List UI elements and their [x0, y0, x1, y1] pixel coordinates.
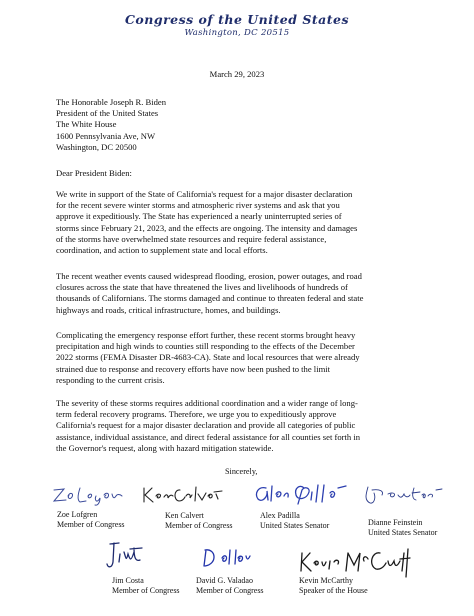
signatory-name: David G. Valadao: [196, 576, 253, 585]
addressee-line: President of the United States: [56, 108, 159, 119]
paragraph-line: assistance, individual assistance, and direct federal assistance for all counties set forth in: [56, 431, 361, 442]
paragraph-line: approve it expeditiously. The State has experienced a nearly uninterrupted series of: [56, 211, 342, 222]
paragraph-line: coordination, and action to supplement state and local efforts.: [56, 245, 268, 256]
signatory-title: Speaker of the House: [299, 586, 368, 595]
paragraph-line: term federal recovery programs. Therefore, we urge you to expeditiously approve: [56, 409, 337, 420]
addressee-line: 1600 Pennsylvania Ave, NW: [56, 130, 156, 141]
paragraph-line: closures across the state that have threatened the lives and livelihoods of hundreds of: [56, 282, 348, 293]
body-paragraph-4: [56, 398, 428, 454]
signature-mccarthy: [296, 547, 416, 579]
paragraph-line: thousands of Californians. The storms damaged and continue to threaten federal and state: [56, 293, 364, 304]
paragraph-line: of the storms have overwhelmed state resources and require federal assistance,: [56, 233, 327, 244]
signatory-padilla: [260, 511, 329, 531]
letter-date: March 29, 2023: [209, 69, 265, 79]
signatory-name: Alex Padilla: [260, 511, 300, 520]
letterhead-subtitle: Washington, DC 20515: [184, 28, 290, 38]
signature-valadao: [200, 546, 256, 572]
paragraph-line: responding to the current crisis.: [56, 374, 165, 385]
paragraph-line: strained due to response and recovery efforts have now been pushed to the limit: [56, 363, 331, 374]
paragraph-line: highways and roads, critical infrastructure, homes, and buildings.: [56, 304, 281, 315]
addressee-line: The Honorable Joseph R. Biden: [56, 97, 167, 107]
paragraph-line: for the recent severe winter storms and atmospheric river systems and ask that you: [56, 200, 340, 211]
paragraph-line: Complicating the emergency response effort further, these recent storms brought heavy: [56, 330, 356, 340]
body-paragraph-3: [56, 330, 428, 386]
signatory-mccarthy: [299, 576, 368, 596]
signature-calvert: [140, 484, 224, 506]
signature-feinstein: [362, 484, 446, 508]
signature-padilla: [252, 482, 350, 508]
signatory-name: Zoe Lofgren: [57, 510, 98, 519]
signatory-title: Member of Congress: [57, 520, 125, 529]
signature-lofgren: [50, 484, 128, 506]
paragraph-line: the Governor's request, along with hazard mitigation statewide.: [56, 442, 274, 453]
signatory-lofgren: [57, 510, 125, 530]
signatory-calvert: [165, 511, 233, 531]
signatory-name: Ken Calvert: [165, 511, 204, 520]
salutation: Dear President Biden:: [56, 168, 132, 178]
signatory-name: Jim Costa: [112, 576, 144, 585]
signatory-title: Member of Congress: [165, 521, 233, 530]
signatory-title: United States Senator: [260, 521, 330, 530]
signatory-title: Member of Congress: [196, 586, 264, 595]
paragraph-line: The recent weather events caused widespread flooding, erosion, power outages, and road: [56, 271, 362, 281]
signatory-feinstein: [368, 518, 437, 538]
addressee-line: Washington, DC 20500: [56, 141, 137, 152]
closing: Sincerely,: [225, 467, 258, 476]
signatory-costa: [112, 576, 180, 596]
signature-costa: [104, 540, 146, 574]
signatory-name: Kevin McCarthy: [299, 576, 353, 585]
paragraph-line: 2022 storms (FEMA Disaster DR-4683-CA). State and local resources that were already: [56, 352, 360, 363]
addressee-block: [56, 97, 166, 153]
body-paragraph-2: [56, 271, 428, 316]
paragraph-line: precipitation and high winds to counties still responding to the effects of the December: [56, 341, 355, 352]
letterhead-title: Congress of the United States: [124, 12, 350, 27]
addressee-line: The White House: [56, 119, 117, 130]
paragraph-line: The severity of these storms requires additional coordination and a wider range of long-: [56, 398, 358, 408]
paragraph-line: We write in support of the State of California's request for a major disaster declaration: [56, 189, 353, 199]
paragraph-line: California's request for a major disaster declaration and provide all categories of public: [56, 420, 356, 431]
body-paragraph-1: [56, 189, 428, 256]
signatory-name: Dianne Feinstein: [368, 518, 423, 527]
paragraph-line: storms since February 21, 2023, and the effects are ongoing. The intensity and damages: [56, 222, 358, 233]
signatory-title: Member of Congress: [112, 586, 180, 595]
signatory-title: United States Senator: [368, 528, 438, 537]
signatory-valadao: [196, 576, 264, 596]
